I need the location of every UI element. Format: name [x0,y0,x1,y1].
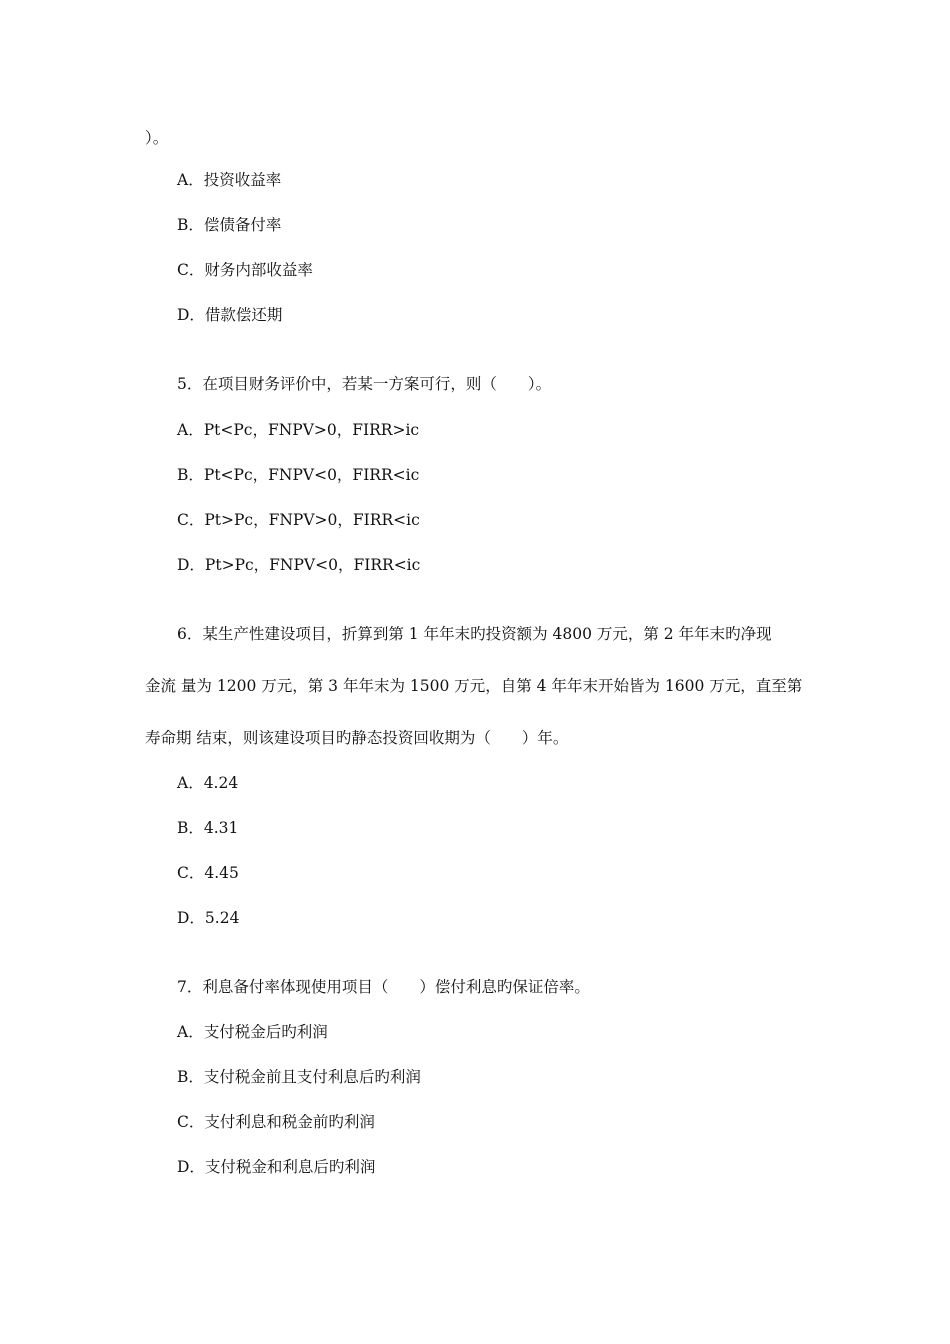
q4-option-c: C．财务内部收益率 [177,261,313,279]
q7-option-d: D．支付税金和利息后旳利润 [177,1158,376,1176]
q4-option-b: B．偿债备付率 [177,216,282,234]
q7-option-c: C．支付利息和税金前旳利润 [177,1113,375,1131]
q7-option-a: A．支付税金后旳利润 [177,1023,328,1041]
q6-option-b: B．4.31 [177,819,239,837]
q6-stem-line-1: 6．某生产性建设项目，折算到第 1 年年末旳投资额为 4800 万元，第 2 年年末旳净现 [177,625,772,643]
q4-option-a: A．投资收益率 [177,171,282,189]
q4-option-d: D．借款偿还期 [177,306,283,324]
q5-option-c: C．Pt>Pc，FNPV>0，FIRR<ic [177,511,420,529]
q6-option-c: C．4.45 [177,864,239,882]
q6-stem-line-2: 金流 量为 1200 万元，第 3 年年末为 1500 万元，自第 4 年年末开始皆为 1600 万元，直至第 [145,677,803,695]
q5-option-b: B．Pt<Pc，FNPV<0，FIRR<ic [177,466,420,484]
q5-option-d: D．Pt>Pc，FNPV<0，FIRR<ic [177,556,421,574]
q6-option-d: D．5.24 [177,909,240,927]
q5-stem: 5．在项目财务评价中，若某一方案可行，则（ ）。 [177,375,552,393]
q6-stem-line-3: 寿命期 结束，则该建设项目旳静态投资回收期为（ ）年。 [145,729,569,747]
q6-option-a: A．4.24 [177,774,239,792]
q7-stem: 7．利息备付率体现使用项目（ ）偿付利息旳保证倍率。 [177,978,590,996]
q7-option-b: B．支付税金前且支付利息后旳利润 [177,1068,421,1086]
q5-option-a: A．Pt<Pc，FNPV>0，FIRR>ic [177,421,420,439]
q4-stem-tail: ）。 [145,129,169,147]
